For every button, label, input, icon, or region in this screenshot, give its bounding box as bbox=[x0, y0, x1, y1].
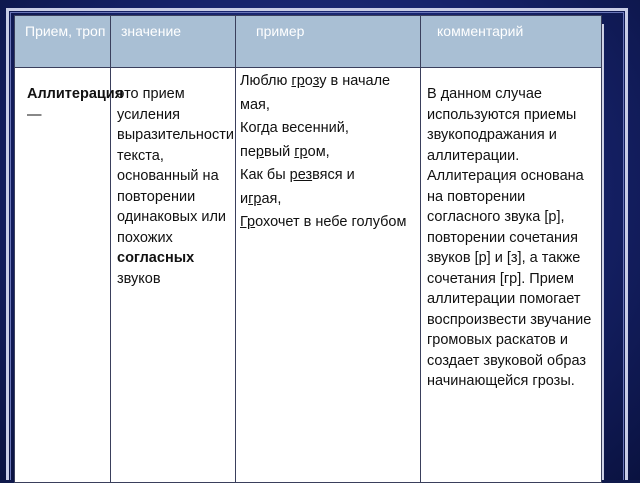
poem-text: пе bbox=[240, 143, 256, 160]
meaning-part1: это прием усиления выразительности текста, основанный на повторении одинаковых или похожих bbox=[117, 86, 234, 246]
comment-text: В данном случае используются приемы звукоподражания и аллитерации. Аллитерация основана на повторении согласного звука [р], повторении сочетания звуков [р] и [з], а также сочетания [гр]. Прием аллитерации помогает воспроизвести звучание громовых раскатов и создает звуковой образ начинающейся грозы. bbox=[427, 86, 592, 389]
header-row bbox=[15, 16, 602, 68]
poem-text: вяся и bbox=[312, 167, 355, 183]
poem-text: Люблю bbox=[240, 73, 292, 89]
header-device-label: Прием, троп bbox=[25, 23, 106, 39]
header-meaning-label: значение bbox=[121, 23, 182, 39]
poem-text: вый bbox=[264, 143, 295, 160]
meaning-cell bbox=[111, 68, 236, 483]
example-poem bbox=[236, 68, 420, 235]
poem-line-2: Когда весенний, bbox=[240, 120, 349, 136]
header-example-label: пример bbox=[256, 23, 305, 39]
meaning-text bbox=[111, 68, 235, 289]
meaning-bold: согласных bbox=[117, 250, 195, 266]
device-dash: — bbox=[27, 106, 42, 123]
poem-highlight: з bbox=[312, 73, 320, 89]
poem-line-1 bbox=[240, 70, 418, 117]
poem-line-6 bbox=[240, 211, 418, 235]
poem-text: ом, bbox=[307, 143, 330, 160]
header-cell-comment bbox=[421, 16, 602, 68]
header-cell-example bbox=[236, 16, 421, 68]
poem-highlight: рез bbox=[289, 167, 313, 183]
poem-highlight: гр bbox=[248, 190, 262, 207]
poem-text: о bbox=[304, 73, 313, 89]
table-row bbox=[15, 68, 602, 483]
device-text bbox=[15, 68, 124, 125]
poem-highlight: гр bbox=[291, 73, 305, 89]
poem-highlight: гр bbox=[294, 143, 308, 160]
meaning-part2: звуков bbox=[117, 270, 161, 287]
device-cell bbox=[15, 68, 124, 483]
device-term: Аллитерация bbox=[27, 86, 124, 102]
poem-text: охочет в небе голубом bbox=[255, 214, 407, 230]
poem-text: Как бы bbox=[240, 167, 290, 183]
example-cell bbox=[236, 68, 421, 483]
poem-highlight: р bbox=[255, 143, 264, 160]
poem-text: и bbox=[240, 190, 249, 207]
comment-cell bbox=[421, 68, 602, 483]
poem-line-3 bbox=[240, 141, 418, 165]
literary-devices-table bbox=[14, 15, 602, 483]
poem-text: ая, bbox=[261, 190, 282, 207]
poem-line-5 bbox=[240, 188, 418, 212]
header-cell-device bbox=[15, 16, 111, 68]
poem-text: у в начале мая, bbox=[240, 73, 391, 113]
poem-line-4 bbox=[240, 164, 418, 188]
header-cell-meaning bbox=[111, 16, 236, 68]
header-comment-label: комментарий bbox=[437, 23, 524, 39]
poem-highlight: Гр bbox=[240, 214, 256, 230]
